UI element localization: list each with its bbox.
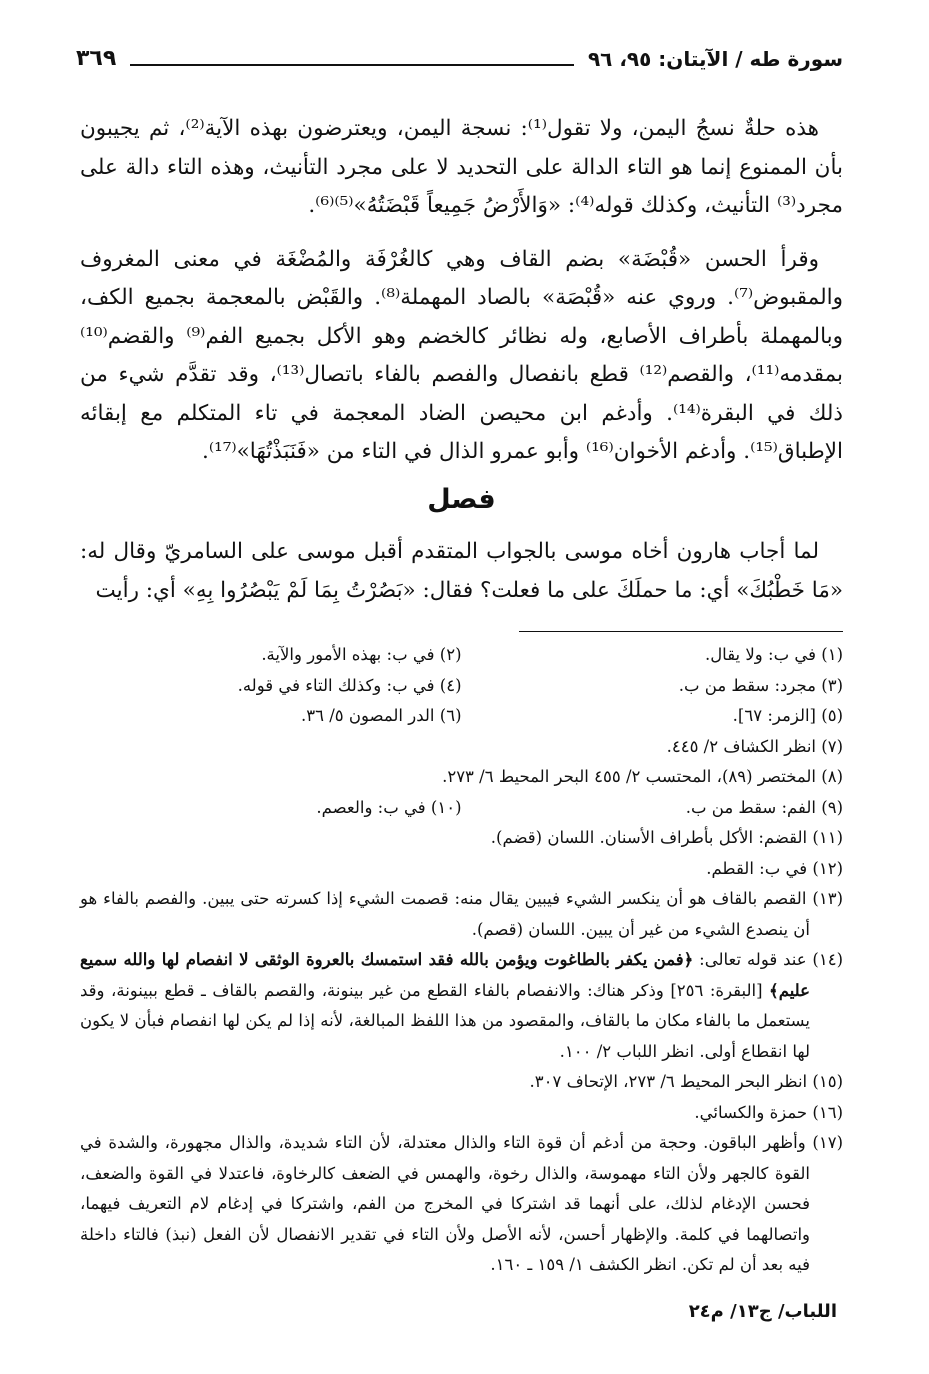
footnote-2: (٢) في ب: بهذه الأمور والآية. [261, 645, 462, 664]
footnote-17: (١٧) وأظهر الباقون. وحجة من أدغم أن قوة التاء والذال معتدلة، لأن التاء شديدة، والذال مجهورة، والشدة في القوة كالجهر ولأن التاء مهموسة، والذال رخوة، والهمس في الضعف كالرخاوة، فاعتدلا في القوة والضعف، فحسن الإدغام لذلك، على أنهما قد اشتركا في المخرج من الفم، واشتركا في إدغام لام التعريف فيهما، واتصالهما في كلمة. والإظهار أحسن، لأنه الأصل ولأن التاء في تقدير الانفصال لأن الفعل (نبذ) فالتاء داخلة فيه بعد أن لم تكن. انظر الكشف ١/ ١٥٩ ـ ١٦٠. [80, 1133, 843, 1274]
main-text [80, 110, 843, 472]
footnote-13: (١٣) القصم بالقاف هو أن ينكسر الشيء فيبين يقال منه: قصمت الشيء إذا كسرته حتى يبين. والفصم بالفاء هو أن ينصدع الشيء من غير أن يبين. اللسان (قصم). [80, 889, 843, 939]
footnote-6: (٦) الدر المصون ٥/ ٣٦. [301, 706, 462, 725]
page-number: ٣٦٩ [76, 46, 117, 71]
section-text [80, 532, 843, 610]
paragraph-1: هذه حلةٌ نسجُ اليمن، ولا تقول⁽¹⁾: نسجة اليمن، ويعترضون بهذه الآية⁽²⁾، ثم يجيبون بأن الممنوع إنما هو التاء الدالة على التحديد لا على مجرد التأنيث، وهذه التاء دالة على مجرد⁽³⁾ التأنيث، وكذلك قوله⁽⁴⁾: «وَالأَرْضُ جَمِيعاً قَبْضَتُهُ»⁽⁵⁾⁽⁶⁾. [80, 116, 843, 218]
footnote-14 [80, 945, 843, 1067]
footnote-10: (١٠) في ب: والعصم. [316, 797, 462, 817]
surah-title: سورة طه / الآيتان: ٩٥، ٩٦ [587, 47, 843, 71]
footnote-14-quote: ﴿فمن يكفر بالطاغوت ويؤمن بالله فقد استمسك بالعروة الوثقى لا انفصام لها والله سميع عليم﴾ [80, 950, 810, 1000]
footnote-row [80, 701, 843, 732]
footnote-14-intro: (١٤) عند قوله تعالى: [693, 950, 844, 969]
footnote-14-rest: [البقرة: ٢٥٦] وذكر هناك: والانفصام بالفاء القطع من غير بينونة، والقصم بالقاف ـ قطع ببينونة، وقد يستعمل ما بالفاء مكان ما بالقاف، والمقصود من هذا اللفظ المبالغة، لأنه إذا لم يكن لها انفصام فبأن لا يكون لها انقطاع أولى. انظر اللباب ٢/ ١٠٠. [80, 980, 810, 1061]
footnote-5: (٥) [الزمر: ٦٧]. [732, 706, 843, 725]
footnote-3: (٣) مجرد: سقط من ب. [678, 675, 843, 695]
header-rule [130, 64, 574, 66]
footnote-12: (١٢) في ب: القطم. [706, 858, 843, 878]
footnote-8: (٨) المختصر (٨٩)، المحتسب ٢/ ٤٥٥ البحر المحيط ٦/ ٢٧٣. [442, 767, 843, 786]
page-header [76, 40, 843, 74]
footnote-9: (٩) الفم: سقط من ب. [685, 797, 843, 817]
section-heading: فصل [427, 484, 496, 515]
paragraph-2: وقرأ الحسن «قُبْضَة» بضم القاف وهي كالغُرْفَة والمُضْغَة في معنى المغروف والمقبوض⁽⁷⁾. وروي عنه «قُبْصَة» بالصاد المهملة⁽⁸⁾. والقَبْض بالمعجمة بجميع الكف، وبالمهملة بأطراف الأصابع، وله نظائر كالخضم وهو الأكل بجميع الفم⁽⁹⁾ والقضم⁽¹⁰⁾ بمقدمه⁽¹¹⁾، والقصم⁽¹²⁾ قطع بانفصال والفصم بالفاء باتصال⁽¹³⁾، وقد تقدَّم شيء من ذلك في البقرة⁽¹⁴⁾. وأدغم ابن محيصن الضاد المعجمة في تاء المتكلم مع إبقائه الإطباق⁽¹⁵⁾. وأدغم الأخوان⁽¹⁶⁾ وأبو عمرو الذال في التاء من «فَنَبَذْتُهَا»⁽¹⁷⁾. [80, 246, 843, 464]
footnote-row [80, 640, 843, 671]
volume-signature: اللباب/ ج١٣/ م٢٤ [688, 1301, 837, 1322]
footnote-row [80, 793, 843, 824]
footnote-row [80, 671, 843, 702]
footnote-16: (١٦) حمزة والكسائي. [694, 1102, 843, 1122]
footnote-11: (١١) القضم: الأكل بأطراف الأسنان. اللسان (قضم). [490, 828, 843, 847]
footnote-15: (١٥) انظر البحر المحيط ٦/ ٢٧٣، الإتحاف ٣٠٧. [529, 1072, 843, 1091]
footnote-7: (٧) انظر الكشاف ٢/ ٤٤٥. [666, 736, 843, 756]
footnotes [80, 640, 843, 1281]
footnote-1: (١) في ب: ولا يقال. [704, 645, 843, 664]
footnote-separator [519, 631, 843, 632]
section-paragraph: لما أجاب هارون أخاه موسى بالجواب المتقدم أقبل موسى على السامريّ وقال له: «مَا خَطْبُكَ» أي: ما حملَكَ على ما فعلت؟ فقال: «بَصُرْتُ بِمَا لَمْ يَبْصُرُوا بِهِ» أي: رأيت [80, 539, 843, 603]
footnote-4: (٤) في ب: وكذلك التاء في قوله. [237, 675, 462, 695]
